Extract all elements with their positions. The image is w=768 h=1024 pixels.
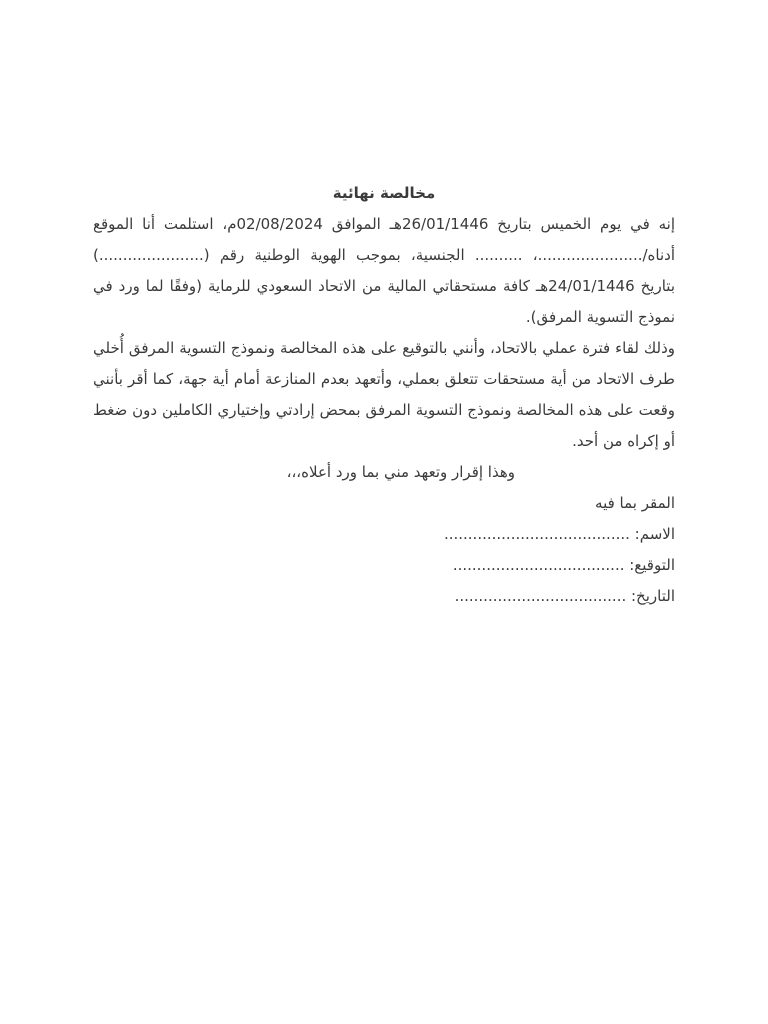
document-page bbox=[93, 178, 675, 612]
paragraph-receipt: إنه في يوم الخميس بتاريخ 26/01/1446هـ الموافق 02/08/2024م، استلمت أنا الموقع أدناه/......................، .......... الجنسية، بموجب الهوية الوطنية رقم (......................) بتاريخ 24/01/1446هـ كافة مستحقاتي المالية من الاتحاد السعودي للرماية (وفقًا لما ورد في نموذج التسوية المرفق). bbox=[93, 215, 675, 326]
name-line: الاسم: ....................................... bbox=[443, 525, 675, 543]
date-line: التاريخ: .................................... bbox=[454, 587, 675, 605]
signature-line: التوقيع: .................................... bbox=[452, 556, 675, 574]
closing-statement: وهذا إقرار وتعهد مني بما ورد أعلاه،،، bbox=[286, 463, 515, 481]
declarant-label: المقر بما فيه bbox=[595, 494, 675, 512]
paragraph-release: وذلك لقاء فترة عملي بالاتحاد، وأنني بالتوقيع على هذه المخالصة ونموذج التسوية المرفق أُخلي طرف الاتحاد من أية مستحقات تتعلق بعملي، وأتعهد بعدم المنازعة أمام أية جهة، كما أقر بأنني وقعت على هذه المخالصة ونموذج التسوية المرفق بمحض إرادتي وإختياري الكاملين دون ضغط أو إكراه من أحد. bbox=[93, 339, 675, 450]
document-title: مخالصة نهائية bbox=[332, 184, 436, 202]
